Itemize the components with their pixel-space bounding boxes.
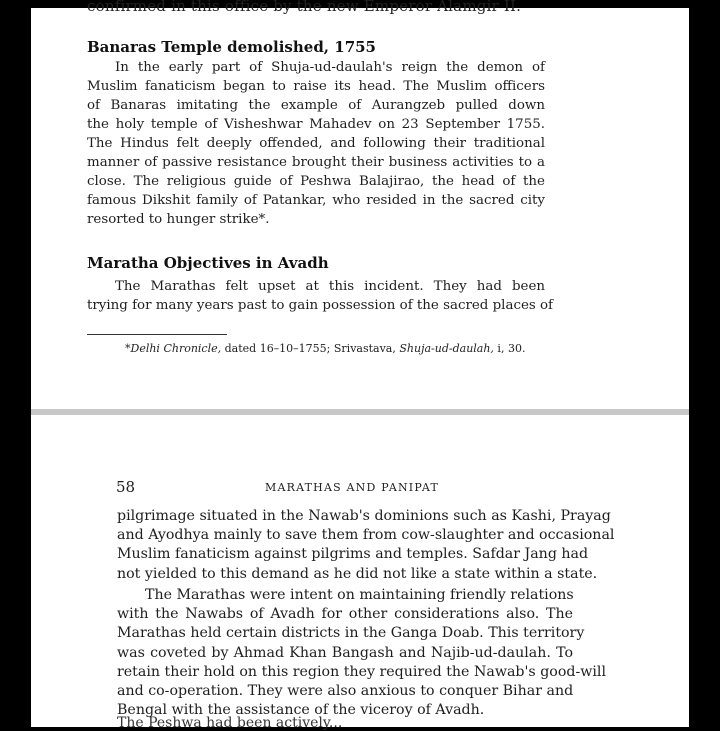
paragraph-maratha-objectives [87,277,554,315]
running-head: MARATHAS AND PANIPAT [265,481,439,494]
footnote-source-1: Delhi Chronicle, [130,342,222,355]
text-line: retain their hold on this region they required the Nawab's good-will [117,663,606,680]
text-line: The Marathas were intent on maintaining friendly relations [145,587,574,603]
paragraph-pilgrimage [117,507,615,584]
cut-off-line-bottom: The Peshwa had been actively... [117,715,343,731]
text-line: manner of passive resistance brought their business activities to a [87,155,545,170]
footnote-text-end: i, 30. [493,342,526,355]
text-line: was coveted by Ahmad Khan Bangash and Najib-ud-daulah. To [117,644,573,661]
text-line: resorted to hunger strike*. [87,212,270,227]
text-line: Bengal with the assistance of the viceroy of Avadh. [117,702,485,719]
footnote-source-2: Shuja-ud-daulah, [399,342,494,355]
text-line: trying for many years past to gain possession of the sacred places of [87,298,554,313]
text-line: The Hindus felt deeply offended, and following their traditional [87,136,545,151]
cut-off-line: confirmed in this office by the new Emperor Alamgir II. [87,0,522,15]
text-line: and Ayodhya mainly to save them from cow-slaughter and occasional [117,527,615,544]
footnote-text: dated 16–10–1755; Srivastava, [221,342,400,355]
text-line: famous Dikshit family of Patankar, who resided in the sacred city [87,193,545,208]
text-line: pilgrimage situated in the Nawab's dominions such as Kashi, Prayag [117,508,611,524]
footnote [125,342,525,355]
text-line: Muslim fanaticism against pilgrims and temples. Safdar Jang had [117,546,589,563]
text-line: with the Nawabs of Avadh for other considerations also. The [117,606,573,623]
text-line: In the early part of Shuja-ud-daulah's reign the demon of [115,60,545,75]
text-line: Muslim fanaticism began to raise its head. The Muslim officers [87,79,545,94]
text-line: the holy temple of Visheshwar Mahadev on 23 September 1755. [87,117,545,132]
text-line: close. The religious guide of Peshwa Balajirao, the head of the [87,174,545,189]
paragraph-friendly-relations [117,586,606,720]
section-heading-maratha-objectives: Maratha Objectives in Avadh [87,254,329,272]
top-page [31,0,689,411]
text-line: Marathas held certain districts in the Ganga Doab. This territory [117,625,585,642]
text-line: The Marathas felt upset at this incident. They had been [115,279,545,294]
footnote-rule [87,334,227,335]
page-number: 58 [116,478,136,496]
section-heading-banaras: Banaras Temple demolished, 1755 [87,38,376,56]
text-line: not yielded to this demand as he did not like a state within a state. [117,565,598,582]
text-line: of Banaras imitating the example of Aurangzeb pulled down [87,98,545,113]
paragraph-banaras [87,58,545,229]
bottom-page [31,415,689,731]
text-line: and co-operation. They were also anxious to conquer Bihar and [117,683,574,700]
footnote-marker: * [125,342,131,355]
